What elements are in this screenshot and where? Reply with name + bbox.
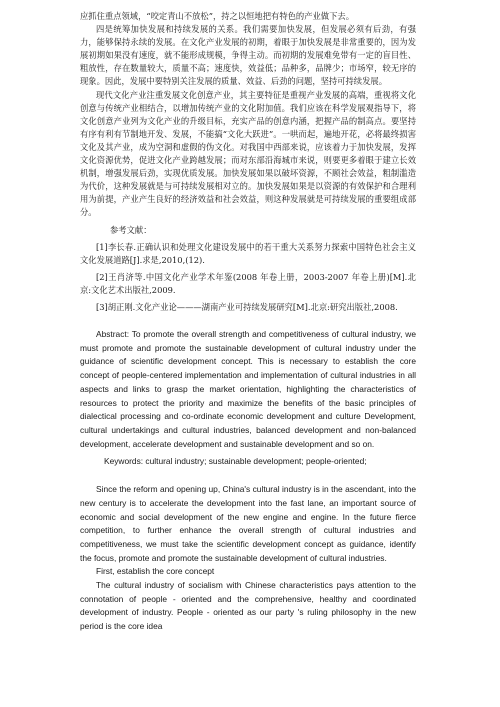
body-paragraph-1: Since the reform and opening up, China's cultural industry is in the ascendant, into the new century is to accelerate the development into the fast lane, an important source of economic and social development of the new engine and engine. In the future fierce competition, to further enhance the overall strength of cultural industries and competitiveness, we must take the scientific development concept as guidance, identify the focus, promote and promote the sustainable development of cultural industries. xyxy=(80,484,416,563)
section-heading: First, establish the core concept xyxy=(96,566,215,577)
references-heading: 参考文献： xyxy=(110,224,152,235)
reference-item: [1]李长春.正确认识和处理文化建设发展中的若干重大关系努力探索中国特色社会主义文化发展道路[J].求是,2010,(12). xyxy=(80,241,416,265)
zh-paragraph-1: 应抓住重点领域，“咬定青山不放松”，持之以恒地把有特色的产业做下去。 xyxy=(80,11,354,21)
zh-paragraph-2: 四是统筹加快发展和持续发展的关系。我们需要加快发展，但发展必须有后劲，有强力，能够保持永续的发展。在文化产业发展的初期，着眼于加快发展是非常重要的，因为发展初期如果没有速度，就不能形成规模，争得主动。而初期的发展难免带有一定的盲目性、粗放性，存在数量较大，质量不高；速度快，效益低；品种多，品牌少；市场窄，较无序的现象。因此，发展中要特别关注发展的质量、效益、后劲的问题，坚持可持续发展。 xyxy=(80,24,416,87)
body-paragraph-2: The cultural industry of socialism with Chinese characteristics pays attention to the connotation of people - oriented and the comprehensive, healthy and coordinated development of industry. People - oriented as our party 's ruling philosophy in the new period is the core idea xyxy=(80,580,416,632)
zh-paragraph-3: 现代文化产业注重发展文化创意产业，其主要特征是重视产业发展的高端，重视将文化创意与传统产业相结合，以增加传统产业的文化附加值。我们应该在科学发展观指导下，将文化创意产业列为文化产业的升级目标，充实产品的创意内涵，把握产品的制高点。要坚持有序有利有节制地开发、发展，不能搞“文化大跃进”。一哄而起，遍地开花，必将最终损害文化及其产业，成为空洞和虚假的伪文化。对我国中西部来说，应该着力于加快发展，发挥文化资源优势，促进文化产业跨越发展；而对东部沿海城市来说，则要更多着眼于建立长效机制，增强发展后劲，实现优质发展。加快发展如果以破坏资源，不顾社会效益，粗制滥造为代价，这种发展就是与可持续发展相对立的。加快发展如果是以资源的有效保护和合理利用为前提，产业产生良好的经济效益和社会效益，则这种发展就是可持续发展的重要组成部分。 xyxy=(80,89,416,218)
reference-item: [3]胡正刚.文化产业论———湖南产业可持续发展研究[M].北京:研究出版社,2008. xyxy=(96,301,398,312)
reference-item: [2]王肖济等.中国文化产业学术年鉴(2008 年卷上册，2003-2007 年卷上册)[M].北京:文化艺术出版社,2009. xyxy=(80,271,416,295)
keywords: Keywords: cultural industry; sustainable development; people-oriented; xyxy=(104,456,367,467)
abstract: Abstract: To promote the overall strength and competitiveness of cultural industry, we must promote and promote the sustainable development of cultural industry under the guidance of scientific development concept. This is necessary to establish the core concept of people-centered implementation and implementation of cultural industries in all aspects and links to grasp the market orientation, highlighting the characteristics of resources to protect the priority and maximize the benefits of the basic principles of dialectical processing and co-ordinate economic development and culture Development, cultural undertakings and cultural industries, balanced development and non-balanced development, accelerate development and sustainable development and so on. xyxy=(80,329,416,449)
